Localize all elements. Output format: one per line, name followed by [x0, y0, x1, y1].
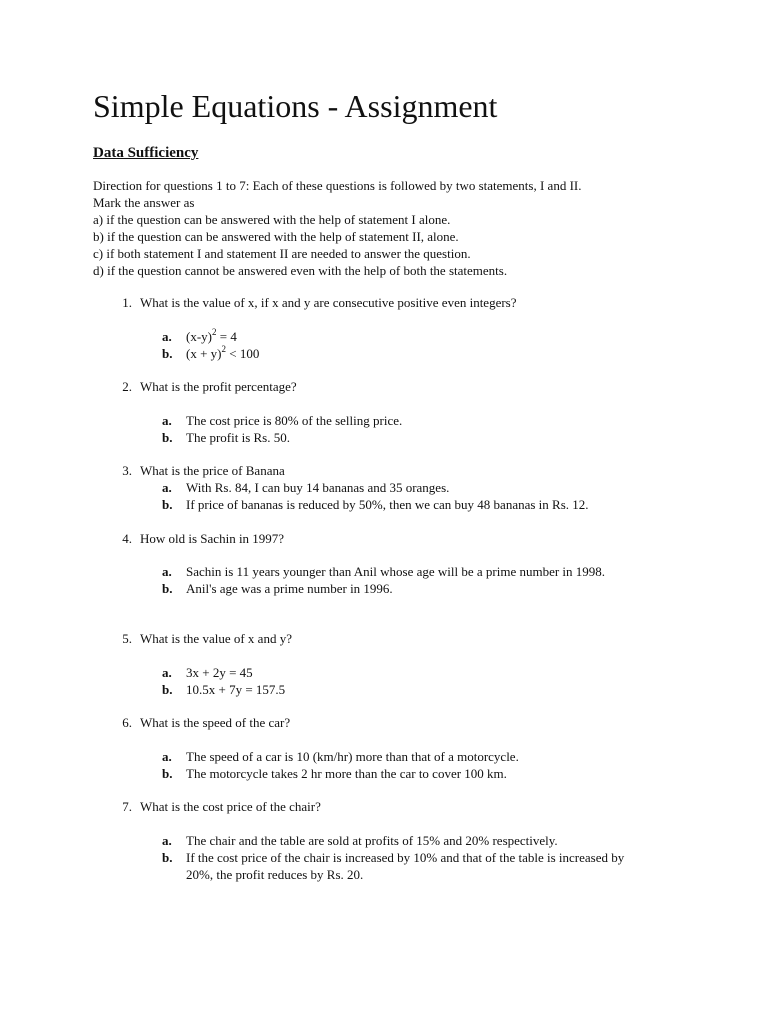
option-letter: b.	[162, 766, 173, 781]
option-text-base: (x + y)	[186, 346, 222, 361]
option-item	[0, 748, 768, 765]
option-text: 10.5x + 7y = 157.5	[186, 682, 286, 697]
option-letter: a.	[162, 480, 172, 495]
option-text: Anil's age was a prime number in 1996.	[186, 581, 393, 596]
option-text: With Rs. 84, I can buy 14 bananas and 35 oranges.	[186, 480, 450, 495]
question-text: What is the price of Banana	[140, 463, 285, 478]
option-list	[0, 412, 768, 446]
question-number: 6.	[122, 715, 132, 730]
option-text: If price of bananas is reduced by 50%, then we can buy 48 bananas in Rs. 12.	[186, 497, 589, 512]
option-list	[0, 479, 768, 513]
option-superscript: 2	[221, 343, 226, 354]
question-number: 7.	[122, 799, 132, 814]
option-letter: a.	[162, 413, 172, 428]
option-text: The motorcycle takes 2 hr more than the car to cover 100 km.	[186, 766, 507, 781]
option-text	[186, 345, 646, 362]
page-title: Simple Equations - Assignment	[93, 88, 498, 124]
directions-line: a) if the question can be answered with the help of statement I alone.	[93, 212, 451, 227]
option-item	[0, 563, 768, 580]
option-list	[0, 328, 768, 362]
option-item	[0, 849, 768, 883]
option-text: Sachin is 11 years younger than Anil whose age will be a prime number in 1998.	[186, 564, 606, 579]
option-item	[0, 328, 768, 345]
option-letter: b.	[162, 346, 173, 361]
option-text-rest: = 4	[216, 329, 237, 344]
directions-line: c) if both statement I and statement II are needed to answer the question.	[93, 246, 471, 261]
directions-line: Direction for questions 1 to 7: Each of these questions is followed by two statements, I and II.	[93, 178, 582, 193]
option-letter: b.	[162, 497, 173, 512]
option-letter: b.	[162, 581, 173, 596]
option-item	[0, 429, 768, 446]
option-text-base: (x-y)	[186, 329, 212, 344]
option-item	[0, 832, 768, 849]
question-number: 3.	[122, 463, 132, 478]
option-letter: a.	[162, 665, 172, 680]
option-letter: b.	[162, 682, 173, 697]
question-text: What is the profit percentage?	[140, 379, 297, 394]
question-text: What is the cost price of the chair?	[140, 799, 321, 814]
option-list	[0, 664, 768, 698]
option-list	[0, 748, 768, 782]
option-letter: a.	[162, 833, 172, 848]
section-heading: Data Sufficiency	[93, 145, 199, 161]
question-number: 5.	[122, 631, 132, 646]
option-letter: a.	[162, 564, 172, 579]
option-letter: b.	[162, 850, 173, 865]
option-list	[0, 563, 768, 597]
option-list	[0, 832, 768, 883]
option-letter: a.	[162, 749, 172, 764]
option-text: If the cost price of the chair is increased by 10% and that of the table is increased by 20%, the profit reduces by Rs. 20.	[186, 850, 625, 882]
option-letter: a.	[162, 329, 172, 344]
option-text: The chair and the table are sold at profits of 15% and 20% respectively.	[186, 833, 558, 848]
option-text: The profit is Rs. 50.	[186, 430, 290, 445]
option-item	[0, 681, 768, 698]
option-text: 3x + 2y = 45	[186, 665, 253, 680]
option-letter: b.	[162, 430, 173, 445]
option-item	[0, 345, 768, 362]
directions-line: d) if the question cannot be answered even with the help of both the statements.	[93, 263, 508, 278]
question-text: How old is Sachin in 1997?	[140, 531, 285, 546]
option-item	[0, 765, 768, 782]
option-text: The cost price is 80% of the selling price.	[186, 413, 403, 428]
option-superscript: 2	[212, 326, 217, 337]
option-item	[0, 479, 768, 496]
question-text: What is the speed of the car?	[140, 715, 291, 730]
directions-line: Mark the answer as	[93, 195, 195, 210]
question-number: 1.	[122, 295, 132, 310]
option-text-rest: < 100	[226, 346, 260, 361]
option-item	[0, 580, 768, 597]
option-item	[0, 664, 768, 681]
directions-line: b) if the question can be answered with the help of statement II, alone.	[93, 229, 459, 244]
option-text: The speed of a car is 10 (km/hr) more than that of a motorcycle.	[186, 749, 519, 764]
option-item	[0, 412, 768, 429]
question-text: What is the value of x and y?	[140, 631, 292, 646]
question-number: 4.	[122, 531, 132, 546]
option-item	[0, 496, 768, 513]
question-text: What is the value of x, if x and y are consecutive positive even integers?	[140, 295, 517, 310]
option-text	[186, 328, 646, 345]
question-number: 2.	[122, 379, 132, 394]
